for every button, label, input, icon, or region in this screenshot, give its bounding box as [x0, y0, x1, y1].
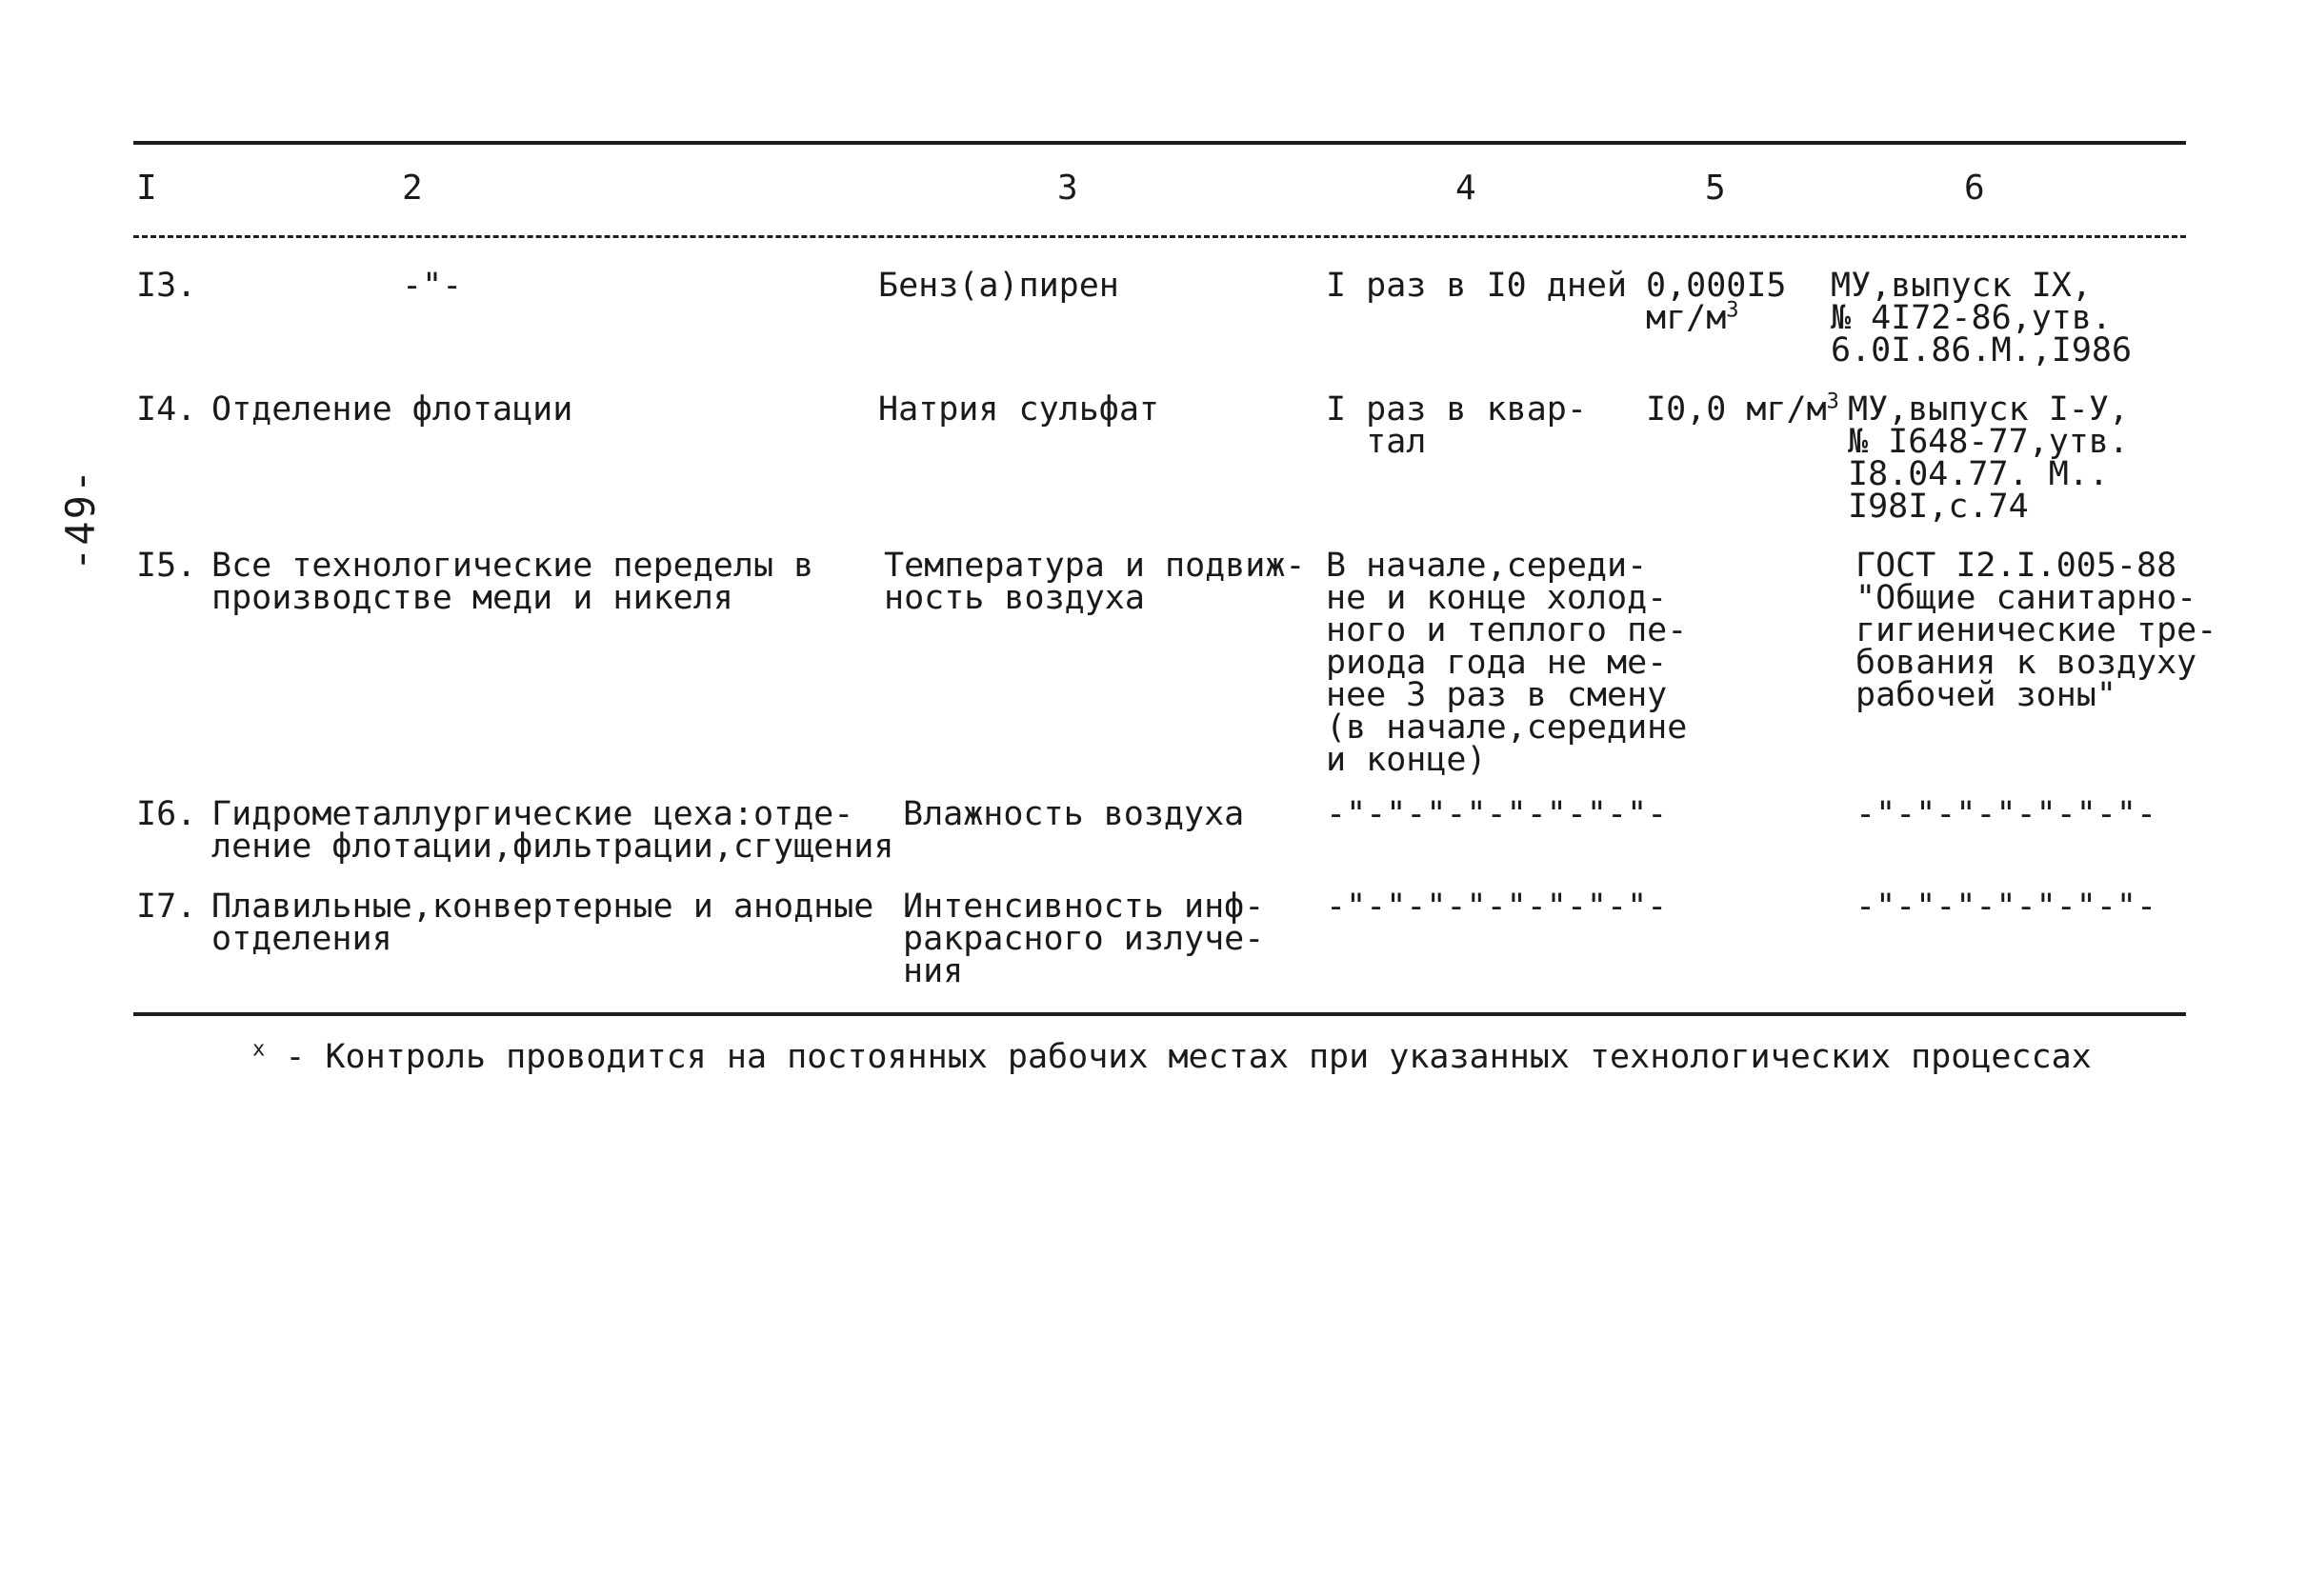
document-cell: -"-"-"-"-"-"-"- — [1855, 795, 2157, 833]
header-divider-rule — [133, 235, 2186, 238]
workplace-cell: Отделение флотации — [211, 390, 573, 429]
norm-superscript: 3 — [1726, 298, 1739, 323]
factor-cell: Интенсивность инф- ракрасного излуче- ния — [903, 888, 1265, 990]
row-number: I3. — [136, 267, 197, 305]
column-header-5: 5 — [1705, 169, 1726, 208]
factor-cell: Бенз(а)пирен — [878, 267, 1119, 305]
column-header-1: I — [136, 169, 157, 208]
footnote-text: - Контроль проводится на постоянных рабочих местах при указанных технологических процессах — [265, 1038, 2092, 1076]
frequency-cell: I раз в квар- тал — [1326, 390, 1587, 461]
row-number: I7. — [136, 888, 197, 926]
footnote-mark: x — [252, 1037, 266, 1062]
document-cell: МУ,выпуск IX, № 4I72-86,утв. 6.0I.86.М.,I986 — [1831, 267, 2133, 369]
workplace-cell: Все технологические переделы в производстве меди и никеля — [211, 547, 814, 617]
factor-cell: Температура и подвиж- ность воздуха — [884, 547, 1306, 617]
workplace-cell: Плавильные,конвертерные и анодные отделения — [211, 888, 874, 958]
document-cell: -"-"-"-"-"-"-"- — [1855, 888, 2157, 926]
frequency-cell: -"-"-"-"-"-"-"-"- — [1326, 888, 1668, 926]
factor-cell: Влажность воздуха — [903, 795, 1245, 833]
column-header-4: 4 — [1455, 169, 1476, 208]
workplace-cell: Гидрометаллургические цеха:отде- ление флотации,фильтрации,сгущения — [211, 795, 894, 866]
row-number: I5. — [136, 547, 197, 585]
workplace-cell: -"- — [402, 267, 463, 305]
document-cell: МУ,выпуск I-У, № I648-77,утв. I8.04.77. М.. I98I,с.74 — [1848, 390, 2130, 526]
row-number: I4. — [136, 390, 197, 429]
table-bottom-rule — [133, 1012, 2186, 1016]
frequency-cell: -"-"-"-"-"-"-"-"- — [1326, 795, 1668, 833]
norm-cell: 0,000I5 $мг/м^3$ — [1646, 267, 1787, 337]
frequency-cell: В начале,середи- не и конце холод- ного и теплого пе- риода года не ме- нее 3 раз в смену (в начале,середине и конце) — [1326, 547, 1688, 779]
column-header-2: 2 — [402, 169, 423, 208]
row-number: I6. — [136, 795, 197, 833]
footnote — [252, 1038, 2092, 1076]
table-top-rule — [133, 141, 2186, 145]
document-cell: ГОСТ I2.I.005-88 "Общие санитарно- гигиенические тре- бования к воздуху рабочей зоны" — [1855, 547, 2217, 714]
page-number: -49- — [57, 467, 104, 571]
norm-cell: I0,0 $мг/м^3$ — [1646, 389, 1839, 429]
column-header-3: 3 — [1057, 169, 1078, 208]
factor-cell: Натрия сульфат — [878, 390, 1160, 429]
norm-superscript: 3 — [1826, 389, 1839, 414]
frequency-cell: I раз в I0 дней — [1326, 267, 1628, 305]
column-header-6: 6 — [1964, 169, 1985, 208]
